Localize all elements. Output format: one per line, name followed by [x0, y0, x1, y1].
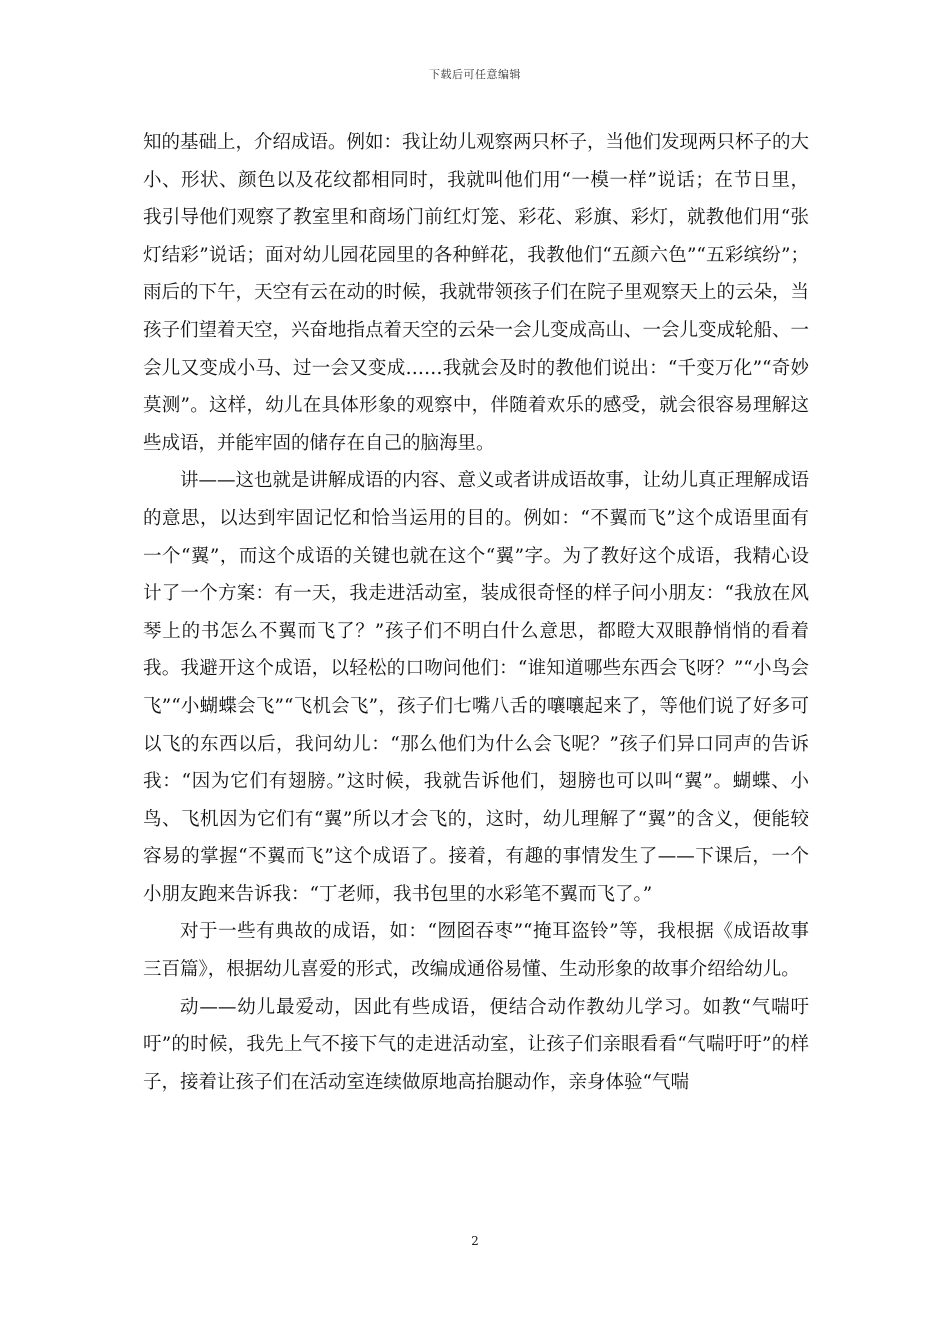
paragraph-jiang: 讲——这也就是讲解成语的内容、意义或者讲成语故事，让幼儿真正理解成语的意思，以达到牢固记忆和恰当运用的目的。例如：“不翼而飞”这个成语里面有一个“翼”，而这个成语的关键也就在这个“翼”字。为了教好这个成语，我精心设计了一个方案：有一天，我走进活动室，装成很奇怪的样子问小朋友：“我放在风琴上的书怎么不翼而飞了？”孩子们不明白什么意思，都瞪大双眼静悄悄的看着我。我避开这个成语，以轻松的口吻问他们：“谁知道哪些东西会飞呀？”“小鸟会飞”“小蝴蝶会飞”“飞机会飞”，孩子们七嘴八舌的嚷嚷起来了，等他们说了好多可以飞的东西以后，我问幼儿：“那么他们为什么会飞呢？”孩子们异口同声的告诉我：“因为它们有翅膀。”这时候，我就告诉他们，翅膀也可以叫“翼”。蝴蝶、小鸟、飞机因为它们有“翼”所以才会飞的，这时，幼儿理解了“翼”的含义，便能较容易的掌握“不翼而飞”这个成语了。接着，有趣的事情发生了——下课后，一个小朋友跑来告诉我：“丁老师，我书包里的水彩笔不翼而飞了。” — [143, 470, 810, 905]
paragraph-allusion: 对于一些有典故的成语，如：“囫囵吞枣”“掩耳盗铃”等，我根据《成语故事三百篇》，根据幼儿喜爱的形式，改编成通俗易懂、生动形象的故事介绍给幼儿。 — [143, 921, 809, 981]
page-number: 2 — [471, 1234, 479, 1248]
paragraph-dong: 动——幼儿最爱动，因此有些成语，便结合动作教幼儿学习。如教“气喘吁吁”的时候，我先上气不接下气的走进活动室，让孩子们亲眼看看“气喘吁吁”的样子，接着让孩子们在活动室连续做原地高抬腿动作，亲身体验“气喘 — [143, 996, 809, 1093]
paragraph-continued: 知的基础上，介绍成语。例如：我让幼儿观察两只杯子，当他们发现两只杯子的大小、形状、颜色以及花纹都相同时，我就叫他们用“一模一样”说话；在节日里，我引导他们观察了教室里和商场门前红灯笼、彩花、彩旗、彩灯，就教他们用“张灯结彩”说话；面对幼儿园花园里的各种鲜花，我教他们“五颜六色”“五彩缤纷”；雨后的下午，天空有云在动的时候，我就带领孩子们在院子里观察天上的云朵，当孩子们望着天空，兴奋地指点着天空的云朵一会儿变成高山、一会儿变成轮船、一会儿又变成小马、过一会又变成……我就会及时的教他们说出：“千变万化”“奇妙莫测”。这样，幼儿在具体形象的观察中，伴随着欢乐的感受，就会很容易理解这些成语，并能牢固的储存在自己的脑海里。 — [143, 132, 810, 454]
document-body — [143, 124, 809, 1101]
page-header: 下载后可任意编辑 — [429, 68, 521, 81]
